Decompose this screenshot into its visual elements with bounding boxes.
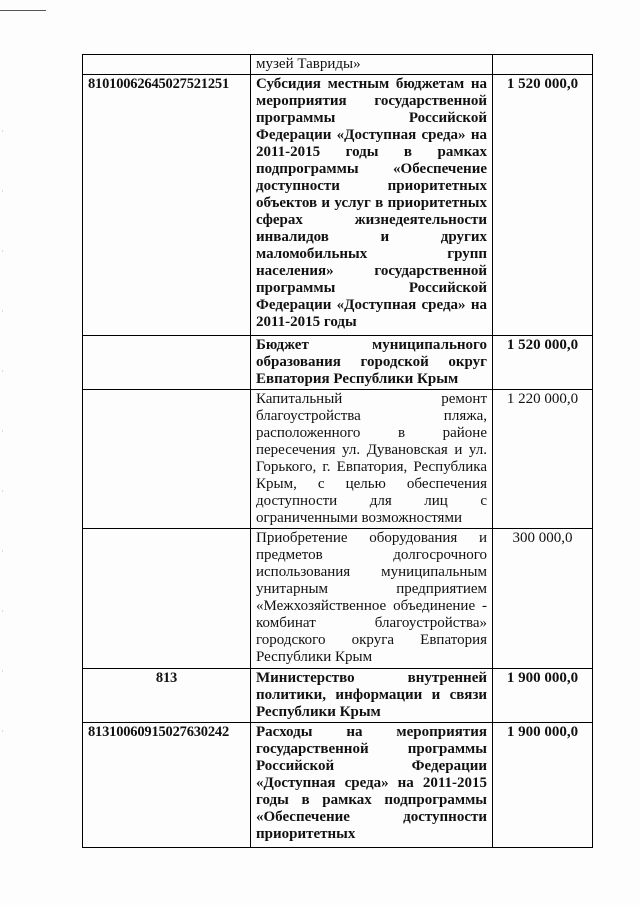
budget-code-cell: 81010062645027521251 (83, 75, 251, 336)
description-cell: Министерство внутренней политики, информации и связи Республики Крым (251, 669, 493, 723)
amount-cell: 1 520 000,0 (493, 75, 593, 336)
amount-cell: 1 900 000,0 (493, 669, 593, 723)
amount-cell: 300 000,0 (493, 529, 593, 669)
table-row (83, 529, 593, 669)
description-cell: Субсидия местным бюджетам на мероприятия государственной программы Российской Федерации «Доступная среда» на 2011-2015 годы в рамках подпрограммы «Обеспечение доступности приоритетных объектов и услуг в приоритетных сферах жизнедеятельности инвалидов и других маломобильных групп населения» государственной программы Российской Федерации «Доступная среда» на 2011-2015 годы (251, 75, 493, 336)
budget-code-cell (83, 55, 251, 75)
budget-code-cell: 81310060915027630242 (83, 723, 251, 848)
scan-margin-marks (2, 130, 3, 770)
budget-code-cell (83, 529, 251, 669)
description-cell: Бюджет муниципального образования городской округ Евпатория Республики Крым (251, 336, 493, 390)
description-cell: музей Тавриды» (251, 55, 493, 75)
budget-code-cell (83, 336, 251, 390)
budget-code-cell: 813 (83, 669, 251, 723)
table-row (83, 390, 593, 529)
budget-code-cell (83, 390, 251, 529)
description-cell: Расходы на мероприятия государственной программы Российской Федерации «Доступная среда» на 2011-2015 годы в рамках подпрограммы «Обеспечение доступности приоритетных (251, 723, 493, 848)
amount-cell: 1 900 000,0 (493, 723, 593, 848)
table-row (83, 669, 593, 723)
table-row (83, 723, 593, 848)
table-row (83, 55, 593, 75)
budget-table (82, 54, 593, 848)
table-row (83, 75, 593, 336)
description-cell: Приобретение оборудования и предметов долгосрочного использования муниципальным унитарным предприятием «Межхозяйственное объединение - комбинат благоустройства» городского округа Евпатория Республики Крым (251, 529, 493, 669)
table-row (83, 336, 593, 390)
amount-cell (493, 55, 593, 75)
scan-edge-line (0, 10, 46, 11)
amount-cell: 1 220 000,0 (493, 390, 593, 529)
amount-cell: 1 520 000,0 (493, 336, 593, 390)
description-cell: Капитальный ремонт благоустройства пляжа, расположенного в районе пересечения ул. Дувановская и ул. Горького, г. Евпатория, Республика Крым, с целью обеспечения доступности для лиц с ограниченными возможностями (251, 390, 493, 529)
